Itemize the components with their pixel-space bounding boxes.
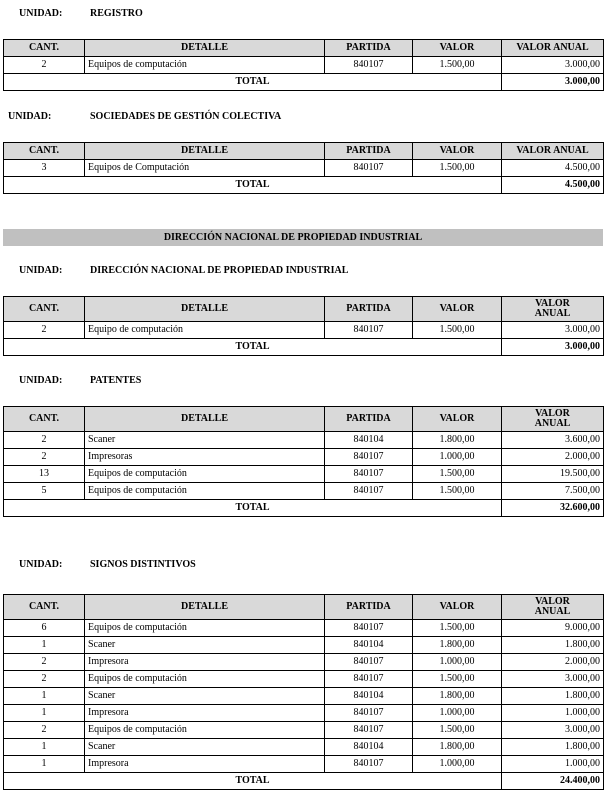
cell-partida: 840107 [325,756,413,773]
cell-valor: 1.000,00 [413,654,502,671]
cell-cant: 6 [4,620,85,637]
cell-detalle: Equipos de computación [85,620,325,637]
table-row [4,722,604,739]
table-row [4,654,604,671]
unit-name: SIGNOS DISTINTIVOS [90,559,196,570]
cell-detalle: Scaner [85,739,325,756]
header-cant: CANT. [4,407,85,432]
cell-cant: 1 [4,705,85,722]
total-label: TOTAL [4,773,502,790]
cell-detalle: Impresora [85,654,325,671]
table-row [4,671,604,688]
unit-label: UNIDAD: [19,8,63,19]
cell-cant: 5 [4,483,85,500]
cell-valor: 1.800,00 [413,637,502,654]
header-valor-anual-line1: VALOR [535,298,570,309]
table-header-row [4,40,604,57]
cell-valor: 1.800,00 [413,688,502,705]
unit-label: UNIDAD: [19,265,63,276]
cell-valor-anual: 1.800,00 [502,688,604,705]
unit-name: PATENTES [90,375,142,386]
unit-heading [19,559,196,570]
cell-valor-anual: 1.800,00 [502,637,604,654]
table-row [4,756,604,773]
cell-cant: 2 [4,432,85,449]
cell-detalle: Equipos de computación [85,483,325,500]
cell-partida: 840107 [325,483,413,500]
cell-detalle: Scaner [85,637,325,654]
budget-table-patentes [3,406,604,517]
header-detalle: DETALLE [85,407,325,432]
cell-valor: 1.800,00 [413,739,502,756]
unit-name: REGISTRO [90,8,143,19]
total-value: 32.600,00 [502,500,604,517]
header-partida: PARTIDA [325,407,413,432]
unit-heading [19,375,141,386]
cell-partida: 840107 [325,671,413,688]
unit-label: UNIDAD: [19,559,63,570]
table-row [4,739,604,756]
cell-valor: 1.500,00 [413,620,502,637]
total-row [4,339,604,356]
cell-detalle: Equipos de computación [85,57,325,74]
cell-detalle: Impresoras [85,449,325,466]
table-row [4,637,604,654]
cell-partida: 840107 [325,705,413,722]
header-valor-anual: VALOR ANUAL [502,143,604,160]
cell-valor: 1.500,00 [413,671,502,688]
budget-table-sociedades [3,142,604,194]
unit-label: UNIDAD: [8,111,52,122]
cell-valor-anual: 1.000,00 [502,705,604,722]
header-valor-anual [502,407,604,432]
cell-partida: 840107 [325,466,413,483]
cell-partida: 840107 [325,620,413,637]
unit-heading [19,8,143,19]
cell-valor: 1.500,00 [413,722,502,739]
header-cant: CANT. [4,595,85,620]
table-header-row [4,297,604,322]
cell-detalle: Equipos de Computación [85,160,325,177]
total-label: TOTAL [4,339,502,356]
header-valor: VALOR [413,143,502,160]
cell-cant: 1 [4,756,85,773]
cell-valor: 1.500,00 [413,322,502,339]
table-row [4,432,604,449]
header-partida: PARTIDA [325,143,413,160]
header-valor-anual-line2: ANUAL [534,606,571,617]
unit-heading [19,265,348,276]
cell-valor-anual: 3.000,00 [502,322,604,339]
total-row [4,177,604,194]
budget-table-signos [3,594,604,790]
cell-valor-anual: 3.000,00 [502,722,604,739]
header-cant: CANT. [4,40,85,57]
unit-label: UNIDAD: [19,375,63,386]
unit-name: DIRECCIÓN NACIONAL DE PROPIEDAD INDUSTRIAL [90,265,349,276]
header-valor: VALOR [413,595,502,620]
table-header-row [4,143,604,160]
table-row [4,705,604,722]
cell-valor-anual: 2.000,00 [502,654,604,671]
cell-valor-anual: 4.500,00 [502,160,604,177]
total-value: 24.400,00 [502,773,604,790]
cell-cant: 2 [4,322,85,339]
header-valor-anual-line1: VALOR [535,408,570,419]
total-value: 3.000,00 [502,339,604,356]
header-detalle: DETALLE [85,297,325,322]
cell-partida: 840107 [325,160,413,177]
header-cant: CANT. [4,297,85,322]
header-valor: VALOR [413,407,502,432]
budget-table-registro [3,39,604,91]
table-row [4,688,604,705]
cell-valor-anual: 19.500,00 [502,466,604,483]
header-valor-anual [502,297,604,322]
header-detalle: DETALLE [85,143,325,160]
cell-valor-anual: 1.000,00 [502,756,604,773]
total-label: TOTAL [4,177,502,194]
cell-valor: 1.000,00 [413,449,502,466]
cell-partida: 840104 [325,688,413,705]
cell-valor-anual: 3.000,00 [502,671,604,688]
cell-detalle: Equipos de computación [85,671,325,688]
total-label: TOTAL [4,74,502,91]
cell-valor: 1.500,00 [413,466,502,483]
cell-partida: 840104 [325,637,413,654]
header-partida: PARTIDA [325,297,413,322]
table-row [4,449,604,466]
header-valor-anual: VALOR ANUAL [502,40,604,57]
unit-name: SOCIEDADES DE GESTIÓN COLECTIVA [90,111,282,122]
cell-cant: 1 [4,739,85,756]
cell-cant: 2 [4,654,85,671]
cell-detalle: Scaner [85,688,325,705]
table-header-row [4,407,604,432]
cell-cant: 3 [4,160,85,177]
cell-valor-anual: 2.000,00 [502,449,604,466]
table-row [4,322,604,339]
cell-detalle: Impresora [85,705,325,722]
cell-cant: 2 [4,449,85,466]
cell-partida: 840107 [325,654,413,671]
cell-valor-anual: 1.800,00 [502,739,604,756]
table-row [4,160,604,177]
table-row [4,57,604,74]
cell-valor-anual: 7.500,00 [502,483,604,500]
cell-valor: 1.500,00 [413,483,502,500]
cell-detalle: Impresora [85,756,325,773]
header-partida: PARTIDA [325,595,413,620]
cell-partida: 840107 [325,722,413,739]
cell-detalle: Equipos de computación [85,722,325,739]
total-row [4,500,604,517]
table-row [4,466,604,483]
cell-valor: 1.000,00 [413,756,502,773]
unit-heading [8,111,281,122]
cell-partida: 840104 [325,432,413,449]
cell-valor: 1.500,00 [413,160,502,177]
total-value: 3.000,00 [502,74,604,91]
cell-detalle: Equipo de computación [85,322,325,339]
total-label: TOTAL [4,500,502,517]
header-valor-anual-line2: ANUAL [534,418,571,429]
cell-partida: 840107 [325,449,413,466]
header-partida: PARTIDA [325,40,413,57]
cell-cant: 2 [4,671,85,688]
table-row [4,620,604,637]
cell-cant: 2 [4,722,85,739]
cell-cant: 13 [4,466,85,483]
header-valor-anual-line2: ANUAL [534,308,571,319]
total-row [4,74,604,91]
cell-valor: 1.000,00 [413,705,502,722]
cell-cant: 2 [4,57,85,74]
cell-detalle: Scaner [85,432,325,449]
header-detalle: DETALLE [85,40,325,57]
cell-partida: 840104 [325,739,413,756]
cell-cant: 1 [4,637,85,654]
cell-partida: 840107 [325,57,413,74]
table-header-row [4,595,604,620]
header-valor-anual-line1: VALOR [535,596,570,607]
cell-valor-anual: 3.600,00 [502,432,604,449]
header-cant: CANT. [4,143,85,160]
cell-detalle: Equipos de computación [85,466,325,483]
section-banner: DIRECCIÓN NACIONAL DE PROPIEDAD INDUSTRIAL [3,229,603,246]
header-valor: VALOR [413,297,502,322]
cell-valor: 1.500,00 [413,57,502,74]
total-row [4,773,604,790]
cell-partida: 840107 [325,322,413,339]
header-valor-anual [502,595,604,620]
total-value: 4.500,00 [502,177,604,194]
header-detalle: DETALLE [85,595,325,620]
header-valor: VALOR [413,40,502,57]
table-row [4,483,604,500]
cell-cant: 1 [4,688,85,705]
cell-valor-anual: 3.000,00 [502,57,604,74]
budget-table-direccion [3,296,604,356]
cell-valor: 1.800,00 [413,432,502,449]
cell-valor-anual: 9.000,00 [502,620,604,637]
